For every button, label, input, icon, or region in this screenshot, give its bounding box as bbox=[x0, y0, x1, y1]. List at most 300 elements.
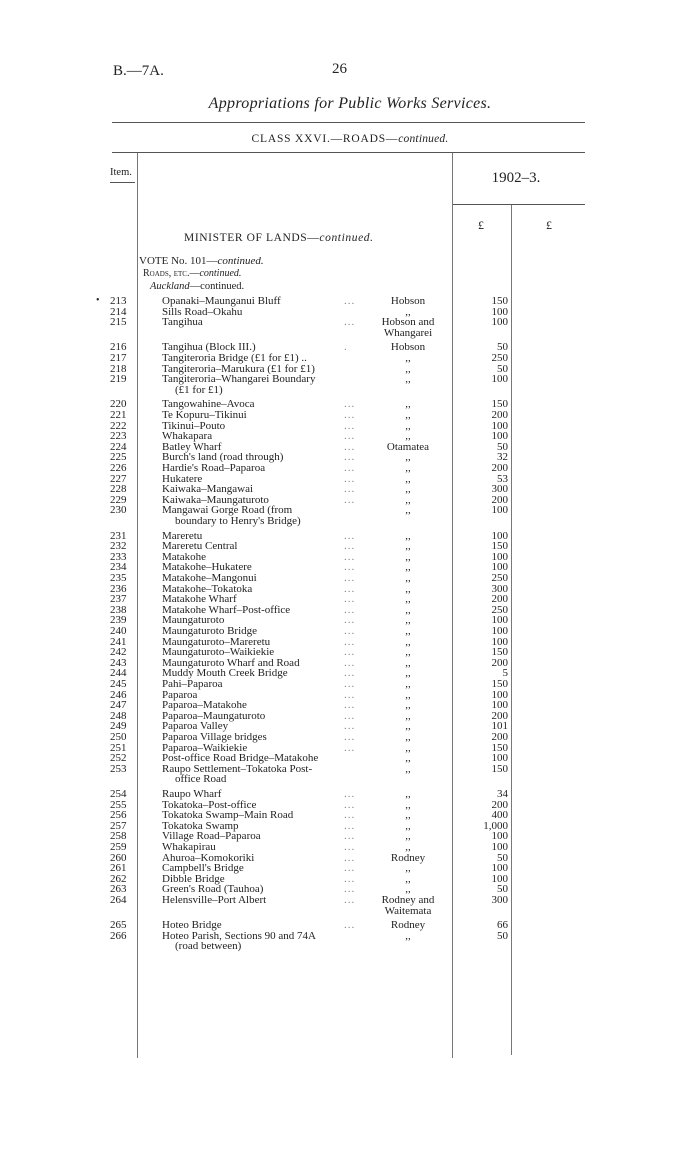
item-number: 233 bbox=[110, 550, 127, 563]
leader-dots: ... bbox=[344, 582, 356, 595]
region-heading bbox=[150, 281, 244, 292]
district: ,, bbox=[405, 373, 411, 386]
amount: 50 bbox=[497, 341, 508, 354]
amount: 50 bbox=[497, 362, 508, 375]
district: Hobson and bbox=[381, 316, 435, 329]
leader-dots: ... bbox=[344, 720, 356, 733]
item-number: 237 bbox=[110, 593, 127, 606]
region-heading-continued: —continued. bbox=[189, 281, 245, 292]
district: Rodney bbox=[390, 851, 426, 864]
item-description: Tangowahine–Avoca bbox=[162, 398, 255, 411]
leader-dots: ... bbox=[344, 472, 356, 485]
district: Otamatea bbox=[386, 440, 430, 453]
item-description: Mangawai Gorge Road (from bbox=[162, 504, 293, 517]
class-title-text: CLASS XXVI.—ROADS— bbox=[251, 133, 399, 145]
item-description: Batley Wharf bbox=[162, 440, 222, 453]
item-number: 225 bbox=[110, 451, 127, 464]
item-description: Maungaturoto Wharf and Road bbox=[162, 656, 300, 669]
item-description: Tokatoka Swamp–Main Road bbox=[162, 809, 294, 822]
item-description: Paparoa–Maungaturoto bbox=[162, 709, 266, 722]
district: ,, bbox=[405, 430, 411, 443]
item-number: 243 bbox=[110, 656, 127, 669]
amount: 50 bbox=[497, 851, 508, 864]
district: Hobson bbox=[390, 341, 426, 354]
item-number: 217 bbox=[110, 352, 127, 364]
leader-dots: ... bbox=[344, 862, 356, 875]
leader-dots: ... bbox=[344, 851, 356, 864]
leader-dots: ... bbox=[344, 493, 356, 506]
leader-dots: ... bbox=[344, 593, 356, 606]
leader-dots: ... bbox=[344, 462, 356, 474]
item-number: 255 bbox=[110, 798, 127, 811]
amount: 100 bbox=[491, 830, 508, 843]
district: ,, bbox=[405, 656, 411, 669]
item-number: 238 bbox=[110, 603, 127, 616]
item-number: 219 bbox=[110, 373, 127, 386]
item-description: Maungaturoto Bridge bbox=[162, 625, 258, 637]
item-number: 256 bbox=[110, 809, 127, 822]
item-description: Hardie's Road–Paparoa bbox=[162, 462, 266, 474]
year-column-header: 1902–3. bbox=[491, 170, 541, 186]
leader-dots: ... bbox=[344, 656, 356, 669]
item-number: 235 bbox=[110, 572, 127, 584]
item-description: Green's Road (Tauhoa) bbox=[162, 883, 264, 896]
leader-dots: ... bbox=[344, 561, 356, 574]
amount: 100 bbox=[491, 688, 508, 701]
leader-dots: ... bbox=[344, 741, 356, 754]
leader-dots: ... bbox=[344, 872, 356, 885]
item-description: Tokatoka Swamp bbox=[162, 819, 239, 832]
district: ,, bbox=[405, 709, 411, 722]
district: ,, bbox=[405, 678, 411, 690]
amount: 100 bbox=[491, 841, 508, 853]
amount: 100 bbox=[491, 316, 508, 329]
vote-heading-text: VOTE No. 101— bbox=[139, 255, 218, 267]
district: ,, bbox=[405, 720, 411, 733]
item-description: Post-office Road Bridge–Matakohe bbox=[162, 752, 319, 765]
roads-heading-continued: continued. bbox=[199, 268, 242, 279]
item-number: 227 bbox=[110, 472, 127, 485]
district: ,, bbox=[405, 462, 411, 474]
amount: 66 bbox=[497, 919, 508, 932]
amount: 100 bbox=[491, 635, 508, 648]
amount: 200 bbox=[491, 731, 508, 743]
leader-dots: ... bbox=[344, 809, 356, 822]
minister-heading-text: MINISTER OF LANDS— bbox=[184, 232, 320, 244]
district: Rodney and bbox=[381, 894, 435, 906]
leader-dots: ... bbox=[344, 430, 356, 443]
page-title: Appropriations for Public Works Services. bbox=[208, 95, 492, 112]
item-description: Tangiteroria–Marukura (£1 for £1) bbox=[162, 362, 315, 375]
item-number: 214 bbox=[110, 305, 127, 318]
amount: 1,000 bbox=[483, 819, 508, 832]
item-description: Matakohe bbox=[162, 550, 206, 563]
item-description: Matakohe–Tokatoka bbox=[162, 582, 253, 595]
leader-dots: ... bbox=[344, 614, 356, 627]
item-number: 221 bbox=[110, 409, 127, 421]
district: ,, bbox=[405, 762, 411, 775]
district: ,, bbox=[405, 929, 411, 942]
amount: 250 bbox=[491, 352, 508, 364]
district: ,, bbox=[405, 582, 411, 595]
leader-dots: ... bbox=[344, 919, 356, 932]
item-number: 245 bbox=[110, 678, 127, 690]
item-description: Te Kopuru–Tikinui bbox=[162, 409, 247, 421]
district: ,, bbox=[405, 614, 411, 627]
item-number: 258 bbox=[110, 830, 127, 843]
item-number: 215 bbox=[110, 316, 127, 329]
item-number: 239 bbox=[110, 614, 127, 627]
district: ,, bbox=[405, 593, 411, 606]
amount: 150 bbox=[491, 540, 508, 553]
amount: 32 bbox=[497, 451, 508, 464]
district: ,, bbox=[405, 830, 411, 843]
item-number: 261 bbox=[110, 862, 127, 875]
leader-dots: ... bbox=[344, 440, 356, 453]
item-number: 224 bbox=[110, 440, 127, 453]
item-description: Dibble Bridge bbox=[162, 872, 225, 885]
item-number: 252 bbox=[110, 752, 127, 765]
currency-label-1: £ bbox=[478, 218, 484, 232]
item-description: Matakohe Wharf bbox=[162, 593, 237, 606]
district: ,, bbox=[405, 841, 411, 853]
item-number: 216 bbox=[110, 341, 127, 354]
amount: 400 bbox=[491, 809, 508, 822]
district: ,, bbox=[405, 809, 411, 822]
item-description: Tangihua (Block III.) bbox=[162, 341, 256, 354]
item-number: 230 bbox=[110, 504, 127, 517]
amount: 250 bbox=[491, 603, 508, 616]
amount: 101 bbox=[491, 720, 508, 733]
item-number: 260 bbox=[110, 851, 127, 864]
amount: 300 bbox=[491, 483, 508, 496]
item-description: Paparoa–Waikiekie bbox=[162, 741, 248, 754]
title-rule bbox=[112, 122, 585, 123]
leader-dots: ... bbox=[344, 798, 356, 811]
item-description: Hoteo Bridge bbox=[162, 919, 222, 932]
item-description: Matakohe Wharf–Post-office bbox=[162, 603, 291, 616]
item-description: Helensville–Port Albert bbox=[162, 894, 267, 906]
item-description: Maungaturoto–Mareretu bbox=[162, 635, 271, 648]
amount: 200 bbox=[491, 462, 508, 474]
leader-dots: ... bbox=[344, 409, 356, 421]
item-description-continued: (£1 for £1) bbox=[175, 383, 223, 396]
minister-heading-continued: continued. bbox=[319, 232, 374, 244]
item-description: Muddy Mouth Creek Bridge bbox=[162, 667, 288, 680]
year-header-underline bbox=[452, 204, 585, 205]
district: ,, bbox=[405, 493, 411, 506]
table-row bbox=[0, 929, 700, 953]
item-description: Hukatere bbox=[162, 472, 203, 485]
item-header-underline bbox=[110, 182, 135, 183]
amount: 250 bbox=[491, 572, 508, 584]
item-description: Paparoa Village bridges bbox=[162, 731, 267, 743]
leader-dots: ... bbox=[344, 731, 356, 743]
item-description: Tangihua bbox=[162, 316, 203, 329]
district: ,, bbox=[405, 646, 411, 659]
district: ,, bbox=[405, 472, 411, 485]
district: ,, bbox=[405, 398, 411, 411]
district: ,, bbox=[405, 699, 411, 712]
leader-dots: ... bbox=[344, 316, 356, 329]
item-description: Kaiwaka–Maungaturoto bbox=[162, 493, 269, 506]
amount: 200 bbox=[491, 593, 508, 606]
item-description: Maungaturoto–Waikiekie bbox=[162, 646, 275, 659]
district: ,, bbox=[405, 625, 411, 637]
item-number: 250 bbox=[110, 731, 127, 743]
amount: 150 bbox=[491, 646, 508, 659]
item-number: 223 bbox=[110, 430, 127, 443]
leader-dots: ... bbox=[344, 540, 356, 553]
amount: 5 bbox=[502, 667, 508, 680]
class-title bbox=[0, 133, 700, 145]
item-description: Sills Road–Okahu bbox=[162, 305, 243, 318]
amount: 34 bbox=[497, 788, 508, 800]
item-description: Mareretu bbox=[162, 529, 203, 542]
item-description: Paparoa Valley bbox=[162, 720, 229, 733]
district: ,, bbox=[405, 362, 411, 375]
district-continued: Whangarei bbox=[383, 326, 433, 339]
item-number: 222 bbox=[110, 419, 127, 432]
amount: 300 bbox=[491, 582, 508, 595]
amount: 150 bbox=[491, 398, 508, 411]
roads-heading-text: Roads, etc.— bbox=[143, 268, 200, 279]
item-description: Tikinui–Pouto bbox=[162, 419, 226, 432]
item-description: Tokatoka–Post-office bbox=[162, 798, 257, 811]
item-number: 220 bbox=[110, 398, 127, 411]
amount: 300 bbox=[491, 894, 508, 906]
margin-mark: • bbox=[96, 295, 100, 306]
leader-dots: ... bbox=[344, 678, 356, 690]
amount: 100 bbox=[491, 699, 508, 712]
amount: 200 bbox=[491, 709, 508, 722]
district: ,, bbox=[405, 419, 411, 432]
item-description: Mareretu Central bbox=[162, 540, 238, 553]
amount: 150 bbox=[491, 741, 508, 754]
table-row bbox=[0, 762, 700, 786]
item-number: 249 bbox=[110, 720, 127, 733]
district: ,, bbox=[405, 883, 411, 896]
leader-dots: ... bbox=[344, 625, 356, 637]
item-number: 246 bbox=[110, 688, 127, 701]
amount: 150 bbox=[491, 678, 508, 690]
item-description: Ahuroa–Komokoriki bbox=[162, 851, 255, 864]
district: ,, bbox=[405, 540, 411, 553]
leader-dots: . bbox=[344, 341, 348, 354]
item-description: Raupo Settlement–Tokatoka Post- bbox=[162, 762, 313, 775]
amount: 50 bbox=[497, 440, 508, 453]
item-number: 265 bbox=[110, 919, 127, 932]
item-column-header: Item. bbox=[110, 167, 132, 178]
item-number: 218 bbox=[110, 362, 127, 375]
item-number: 262 bbox=[110, 872, 127, 885]
item-number: 248 bbox=[110, 709, 127, 722]
currency-label-2: £ bbox=[546, 218, 552, 232]
amount: 100 bbox=[491, 430, 508, 443]
amount: 50 bbox=[497, 929, 508, 942]
leader-dots: ... bbox=[344, 894, 356, 906]
item-number: 229 bbox=[110, 493, 127, 506]
amount: 100 bbox=[491, 529, 508, 542]
page-number: 26 bbox=[332, 61, 347, 77]
minister-heading bbox=[184, 232, 374, 244]
item-description: Tangiteroria Bridge (£1 for £1) .. bbox=[162, 352, 307, 364]
item-number: 244 bbox=[110, 667, 127, 680]
district: ,, bbox=[405, 550, 411, 563]
amount: 200 bbox=[491, 409, 508, 421]
vote-heading-continued: continued. bbox=[217, 255, 264, 267]
table-row bbox=[0, 316, 700, 339]
district: ,, bbox=[405, 798, 411, 811]
item-description: Whakapirau bbox=[162, 841, 216, 853]
item-description: Kaiwaka–Mangawai bbox=[162, 483, 254, 496]
leader-dots: ... bbox=[344, 688, 356, 701]
item-description: Paparoa–Matakohe bbox=[162, 699, 247, 712]
amount: 200 bbox=[491, 798, 508, 811]
district: Rodney bbox=[390, 919, 426, 932]
item-number: 259 bbox=[110, 841, 127, 853]
amount: 200 bbox=[491, 493, 508, 506]
table-row bbox=[0, 894, 700, 917]
leader-dots: ... bbox=[344, 572, 356, 584]
leader-dots: ... bbox=[344, 419, 356, 432]
item-description: Campbell's Bridge bbox=[162, 862, 244, 875]
table-row bbox=[0, 373, 700, 396]
amount: 100 bbox=[491, 305, 508, 318]
item-number: 213 bbox=[110, 295, 127, 307]
item-number: 253 bbox=[110, 762, 127, 775]
item-number: 236 bbox=[110, 582, 127, 595]
district: ,, bbox=[405, 635, 411, 648]
leader-dots: ... bbox=[344, 529, 356, 542]
amount: 100 bbox=[491, 550, 508, 563]
district: ,, bbox=[405, 603, 411, 616]
district: ,, bbox=[405, 741, 411, 754]
district: ,, bbox=[405, 752, 411, 765]
district: ,, bbox=[405, 667, 411, 680]
leader-dots: ... bbox=[344, 635, 356, 648]
item-number: 257 bbox=[110, 819, 127, 832]
leader-dots: ... bbox=[344, 646, 356, 659]
item-number: 251 bbox=[110, 741, 127, 754]
item-description: Village Road–Paparoa bbox=[162, 830, 261, 843]
item-description-continued: (road between) bbox=[175, 940, 242, 953]
item-description: Opanaki–Maunganui Bluff bbox=[162, 295, 281, 307]
leader-dots: ... bbox=[344, 709, 356, 722]
district-continued: Waitemata bbox=[384, 904, 432, 917]
district: ,, bbox=[405, 529, 411, 542]
item-description-continued: office Road bbox=[175, 773, 227, 786]
item-description: Paparoa bbox=[162, 688, 198, 701]
district: Hobson bbox=[390, 295, 426, 307]
district: ,, bbox=[405, 561, 411, 574]
leader-dots: ... bbox=[344, 667, 356, 680]
leader-dots: ... bbox=[344, 883, 356, 896]
district: ,, bbox=[405, 409, 411, 421]
district: ,, bbox=[405, 451, 411, 464]
item-description: Hoteo Parish, Sections 90 and 74A bbox=[162, 929, 316, 942]
district: ,, bbox=[405, 688, 411, 701]
amount: 100 bbox=[491, 561, 508, 574]
item-description: Matakohe–Mangonui bbox=[162, 572, 257, 584]
leader-dots: ... bbox=[344, 830, 356, 843]
item-number: 241 bbox=[110, 635, 127, 648]
leader-dots: ... bbox=[344, 398, 356, 411]
amount: 100 bbox=[491, 862, 508, 875]
district: ,, bbox=[405, 731, 411, 743]
header-rule-top bbox=[112, 152, 585, 153]
document-reference: B.—7A. bbox=[113, 63, 164, 79]
district: ,, bbox=[405, 819, 411, 832]
district: ,, bbox=[405, 483, 411, 496]
item-number: 264 bbox=[110, 894, 127, 906]
amount: 100 bbox=[491, 504, 508, 517]
vote-heading bbox=[139, 255, 264, 267]
district: ,, bbox=[405, 872, 411, 885]
item-description: Burch's land (road through) bbox=[162, 451, 284, 464]
item-number: 226 bbox=[110, 462, 127, 474]
district: ,, bbox=[405, 305, 411, 318]
class-title-continued: continued. bbox=[398, 133, 449, 145]
item-number: 231 bbox=[110, 529, 127, 542]
item-number: 242 bbox=[110, 646, 127, 659]
region-heading-text: Auckland bbox=[150, 281, 190, 292]
leader-dots: ... bbox=[344, 819, 356, 832]
item-number: 247 bbox=[110, 699, 127, 712]
item-number: 234 bbox=[110, 561, 127, 574]
leader-dots: ... bbox=[344, 603, 356, 616]
item-description: Tangiteroria–Whangarei Boundary bbox=[162, 373, 316, 386]
amount: 150 bbox=[491, 762, 508, 775]
item-description: Whakapara bbox=[162, 430, 213, 443]
amount: 150 bbox=[491, 295, 508, 307]
amount: 100 bbox=[491, 872, 508, 885]
leader-dots: ... bbox=[344, 295, 356, 307]
leader-dots: ... bbox=[344, 483, 356, 496]
item-description: Pahi–Paparoa bbox=[162, 678, 223, 690]
district: ,, bbox=[405, 504, 411, 517]
district: ,, bbox=[405, 352, 411, 364]
item-description: Matakohe–Hukatere bbox=[162, 561, 252, 574]
item-description: Raupo Wharf bbox=[162, 788, 222, 800]
district: ,, bbox=[405, 572, 411, 584]
amount: 100 bbox=[491, 614, 508, 627]
district: ,, bbox=[405, 862, 411, 875]
leader-dots: ... bbox=[344, 550, 356, 563]
district: ,, bbox=[405, 788, 411, 800]
table-row bbox=[0, 504, 700, 527]
item-number: 263 bbox=[110, 883, 127, 896]
leader-dots: ... bbox=[344, 451, 356, 464]
amount: 200 bbox=[491, 656, 508, 669]
item-number: 266 bbox=[110, 929, 127, 942]
amount: 100 bbox=[491, 625, 508, 637]
item-number: 240 bbox=[110, 625, 127, 637]
leader-dots: ... bbox=[344, 699, 356, 712]
item-number: 232 bbox=[110, 540, 127, 553]
item-number: 254 bbox=[110, 788, 127, 800]
amount: 100 bbox=[491, 419, 508, 432]
amount: 100 bbox=[491, 752, 508, 765]
roads-heading bbox=[143, 268, 241, 279]
amount: 100 bbox=[491, 373, 508, 386]
leader-dots: ... bbox=[344, 788, 356, 800]
item-description: Maungaturoto bbox=[162, 614, 225, 627]
leader-dots: ... bbox=[344, 841, 356, 853]
item-description-continued: boundary to Henry's Bridge) bbox=[175, 514, 301, 527]
amount: 53 bbox=[497, 472, 508, 485]
amount: 50 bbox=[497, 883, 508, 896]
